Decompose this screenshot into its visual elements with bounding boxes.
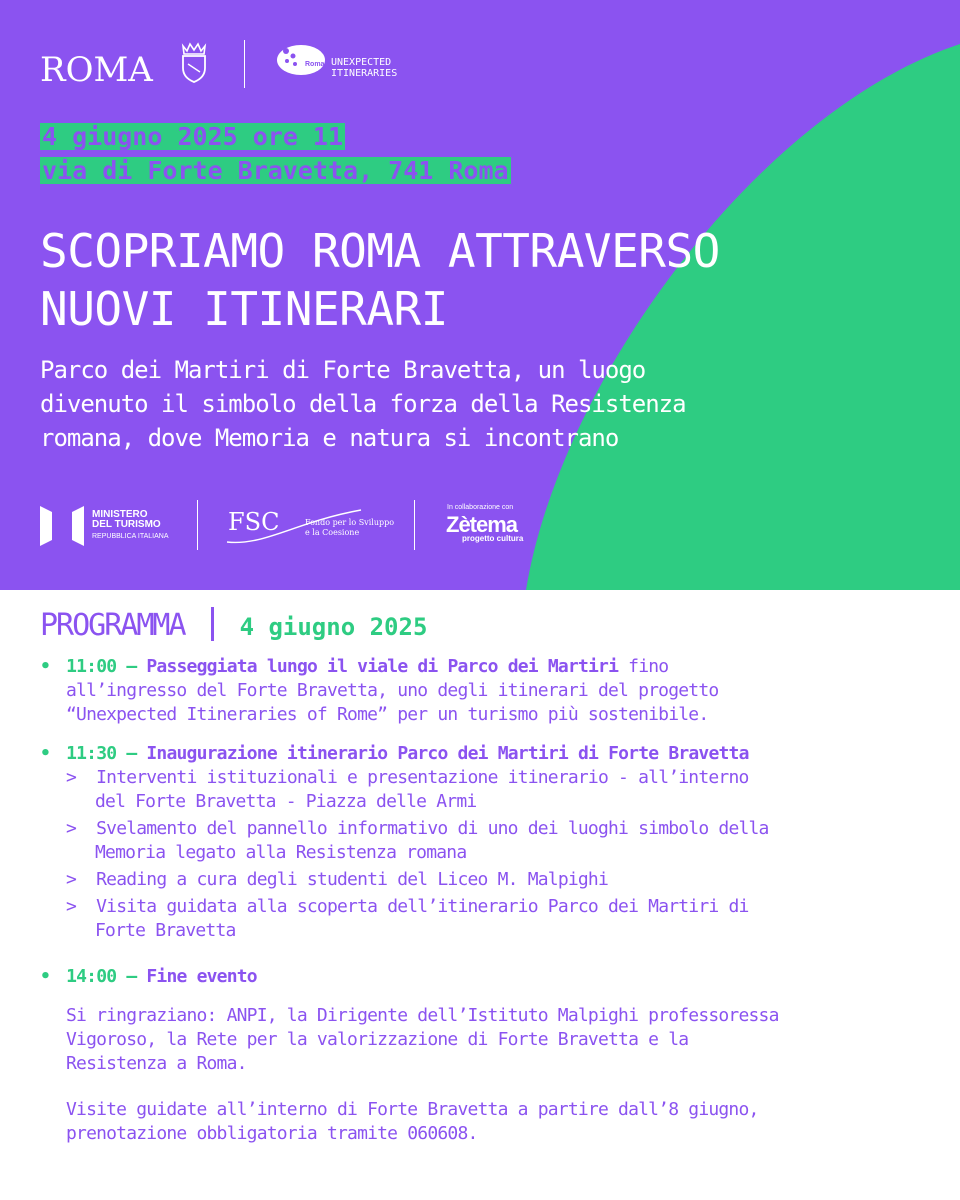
sub-item-3 <box>66 868 608 892</box>
event-address: via di Forte Bravetta, 741 Roma <box>42 156 509 185</box>
chevron-right-icon: > <box>66 896 77 917</box>
subtitle-line-1: Parco dei Martiri di Forte Bravetta, un luogo <box>40 356 646 384</box>
program-label: PROGRAMMA <box>40 608 185 643</box>
sub-item-4 <box>66 895 749 919</box>
unexpected-itineraries-logo-icon <box>275 42 327 78</box>
zetema-caption: In collaborazione con <box>447 504 514 511</box>
item-3-time: 14:00 — <box>66 966 137 987</box>
sub-item-2-line-2: Memoria legato alla Resistenza romana <box>95 842 467 863</box>
ministero-turismo-text <box>92 510 169 542</box>
bullet-icon: • <box>40 743 51 764</box>
item-1-line-2: all’ingresso del Forte Bravetta, uno degli itinerari del progetto <box>66 680 719 701</box>
subtitle-line-3: romana, dove Memoria e natura si incontrano <box>40 424 619 452</box>
sub-item-2-line-1: Svelamento del pannello informativo di uno dei luoghi simbolo della <box>96 818 769 839</box>
item-2-title: Inaugurazione itinerario Parco dei Martiri di Forte Bravetta <box>136 743 749 764</box>
page-title <box>40 222 720 338</box>
chevron-right-icon: > <box>66 767 77 788</box>
header-banner <box>0 0 960 590</box>
sub-item-3-line-1: Reading a cura degli studenti del Liceo M. Malpighi <box>96 869 609 890</box>
fsc-small-line-2: e la Coesione <box>305 528 360 537</box>
ministero-turismo-logo-icon <box>40 506 84 546</box>
sub-item-2 <box>66 817 769 841</box>
sub-item-4-line-1: Visita guidata alla scoperta dell’itinerario Parco dei Martiri di <box>96 896 749 917</box>
zetema-subtext: progetto cultura <box>462 534 524 543</box>
zetema-logo: Zètema <box>446 512 518 537</box>
thanks-line-3: Resistenza a Roma. <box>66 1053 247 1074</box>
ue-text-line-1: UNEXPECTED <box>331 57 392 68</box>
event-date: 4 giugno 2025 ore 11 <box>42 122 344 151</box>
program-heading <box>40 607 427 647</box>
bullet-icon: • <box>40 966 51 987</box>
roma-logo: ROMA <box>40 50 153 90</box>
item-1-title: Passeggiata lungo il viale di Parco dei Martiri <box>136 656 619 677</box>
sub-item-1-line-1: Interventi istituzionali e presentazione itinerario - all’interno <box>96 767 749 788</box>
page-subtitle <box>40 353 686 455</box>
sub-item-1-line-2: del Forte Bravetta - Piazza delle Armi <box>95 791 477 812</box>
item-2-time: 11:30 — <box>66 743 137 764</box>
program-item-2 <box>40 742 749 766</box>
item-3-title: Fine evento <box>136 966 257 987</box>
subtitle-line-2: divenuto il simbolo della forza della Resistenza <box>40 390 686 418</box>
ministero-line-3: REPUBBLICA ITALIANA <box>92 533 169 540</box>
ue-badge-text: Roma <box>305 61 325 68</box>
chevron-right-icon: > <box>66 869 77 890</box>
sub-item-1 <box>66 766 749 790</box>
partner-logos <box>0 496 560 556</box>
thanks-line-1: Si ringraziano: ANPI, la Dirigente dell’Istituto Malpighi professoressa <box>66 1005 779 1026</box>
bullet-icon: • <box>40 656 51 677</box>
ministero-line-2: DEL TURISMO <box>92 519 161 530</box>
fsc-logo: FSC <box>228 508 280 536</box>
program-item-1 <box>40 655 668 679</box>
partner-separator-2 <box>414 500 415 550</box>
title-line-1: SCOPRIAMO ROMA ATTRAVERSO <box>40 224 720 278</box>
ue-text-line-2: ITINERARIES <box>331 68 398 79</box>
program-date: 4 giugno 2025 <box>239 613 428 641</box>
thanks-line-2: Vigoroso, la Rete per la valorizzazione di Forte Bravetta e la <box>66 1029 689 1050</box>
ministero-line-1: MINISTERO <box>92 509 148 520</box>
fsc-small-line-1: Fondo per lo Sviluppo <box>305 518 395 527</box>
ue-logo-text <box>331 57 397 79</box>
fsc-subtext <box>305 518 394 538</box>
partner-separator-1 <box>197 500 198 550</box>
title-line-2: NUOVI ITINERARI <box>40 282 448 336</box>
roma-crest-icon <box>178 42 210 84</box>
program-divider <box>211 607 214 641</box>
chevron-right-icon: > <box>66 818 77 839</box>
visits-line-1: Visite guidate all’interno di Forte Bravetta a partire dall’8 giugno, <box>66 1099 759 1120</box>
program-item-3 <box>40 965 257 989</box>
header-separator <box>244 40 245 88</box>
item-1-line-3: “Unexpected Itineraries of Rome” per un turismo più sostenibile. <box>66 704 709 725</box>
item-1-time: 11:00 — <box>66 656 137 677</box>
item-1-rest: fino <box>618 656 669 677</box>
sub-item-4-line-2: Forte Bravetta <box>95 920 236 941</box>
visits-line-2: prenotazione obbligatoria tramite 060608. <box>66 1123 478 1144</box>
